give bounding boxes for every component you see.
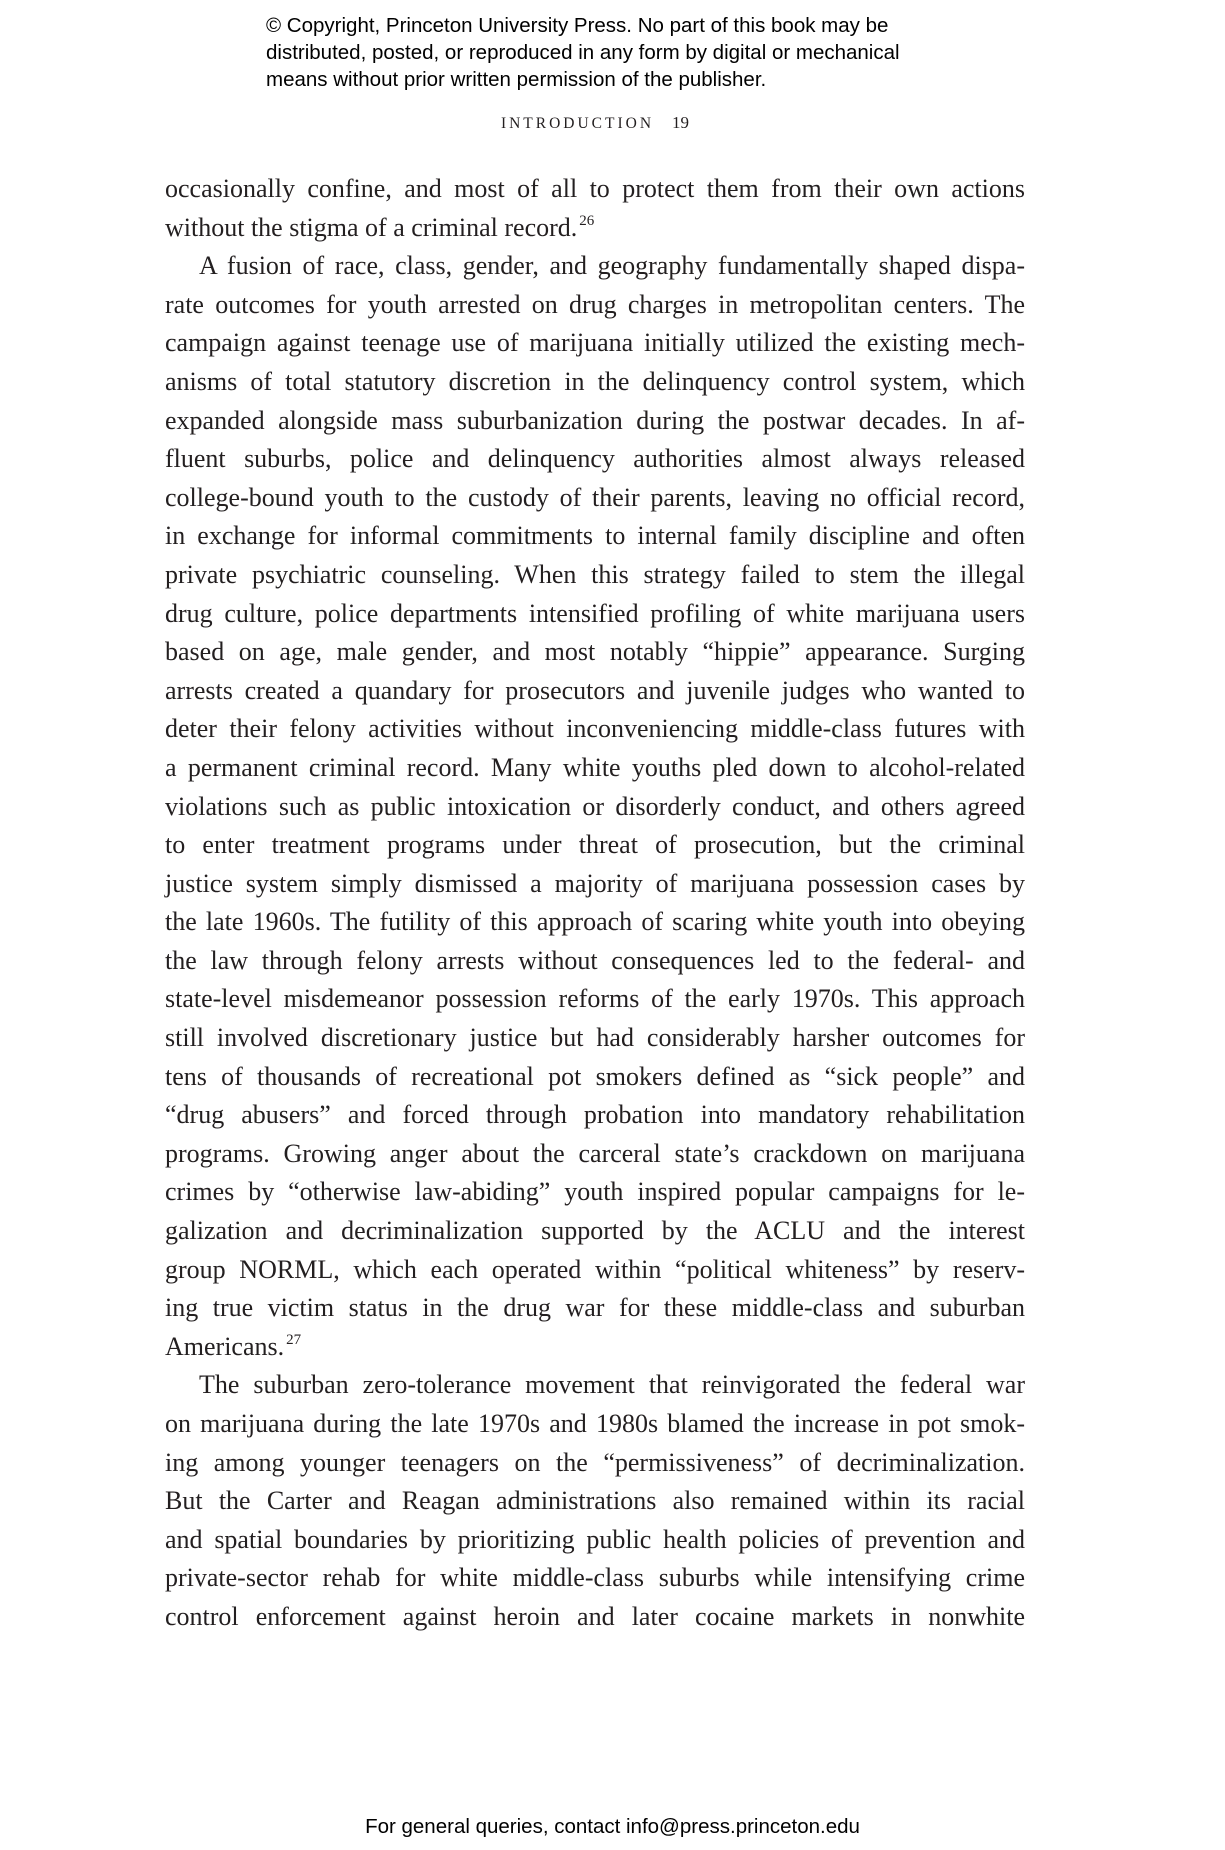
- copyright-line: © Copyright, Princeton University Press. No part of this book may be: [266, 14, 889, 37]
- text-line: But the Carter and Reagan administrations also remained within its racial: [165, 1486, 1025, 1516]
- text-line: arrests created a quandary for prosecutors and juvenile judges who wanted to: [165, 675, 1025, 705]
- text-line: in exchange for informal commitments to internal family discipline and often: [165, 521, 1025, 551]
- page-number: 19: [672, 113, 690, 132]
- text-line: [165, 1328, 1025, 1367]
- text-line: a permanent criminal record. Many white youths pled down to alcohol-related: [165, 752, 1025, 782]
- text-line: tens of thousands of recreational pot smokers defined as “sick people” and: [165, 1061, 1025, 1091]
- text-line: group NORML, which each operated within “political whiteness” by reserv-: [165, 1254, 1025, 1284]
- text-line: ing true victim status in the drug war for these middle-class and suburban: [165, 1293, 1025, 1323]
- text-line: deter their felony activities without inconveniencing middle-class futures with: [165, 714, 1025, 744]
- text-line: campaign against teenage use of marijuana initially utilized the existing mech-: [165, 328, 1025, 358]
- text-line: violations such as public intoxication or disorderly conduct, and others agreed: [165, 791, 1025, 821]
- copyright-line: means without prior written permission of the publisher.: [266, 68, 767, 91]
- text-line: crimes by “otherwise law-abiding” youth inspired popular campaigns for le-: [165, 1177, 1025, 1207]
- copyright-notice: [266, 12, 1026, 93]
- text-line: control enforcement against heroin and later cocaine markets in nonwhite: [165, 1601, 1025, 1631]
- text-line: justice system simply dismissed a majority of marijuana possession cases by: [165, 868, 1025, 898]
- section-title: INTRODUCTION: [500, 115, 655, 132]
- paragraph-1: [165, 170, 1025, 247]
- text-line: rate outcomes for youth arrested on drug charges in metropolitan centers. The: [165, 289, 1025, 319]
- text-line: based on age, male gender, and most notably “hippie” appearance. Surging: [165, 637, 1025, 667]
- text-line: ing among younger teenagers on the “permissiveness” of decriminalization.: [165, 1447, 1025, 1477]
- text-line: fluent suburbs, police and delinquency authorities almost always released: [165, 444, 1025, 474]
- text-line: the law through felony arrests without consequences led to the federal- and: [165, 945, 1025, 975]
- text-line: private-sector rehab for white middle-class suburbs while intensifying crime: [165, 1563, 1025, 1593]
- text-line: drug culture, police departments intensified profiling of white marijuana users: [165, 598, 1025, 628]
- footnote-ref[interactable]: 26: [579, 212, 595, 229]
- text-line: A fusion of race, class, gender, and geography fundamentally shaped dispa-: [199, 251, 1025, 281]
- paragraph-3: [165, 1366, 1025, 1636]
- body-text: [165, 170, 1025, 1637]
- running-head: [0, 113, 1190, 133]
- text-line: to enter treatment programs under threat of prosecution, but the criminal: [165, 830, 1025, 860]
- text-line-content: Americans.: [165, 1331, 285, 1361]
- text-line: and spatial boundaries by prioritizing public health policies of prevention and: [165, 1524, 1025, 1554]
- text-line: on marijuana during the late 1970s and 1980s blamed the increase in pot smok-: [165, 1409, 1025, 1438]
- text-line: the late 1960s. The futility of this approach of scaring white youth into obeying: [165, 907, 1025, 937]
- text-line-content: without the stigma of a criminal record.: [165, 212, 578, 242]
- copyright-line: distributed, posted, or reproduced in any form by digital or mechanical: [266, 41, 900, 64]
- text-line: The suburban zero-tolerance movement that reinvigorated the federal war: [199, 1370, 1025, 1400]
- text-line: college-bound youth to the custody of their parents, leaving no official record,: [165, 482, 1025, 512]
- paragraph-2: [165, 247, 1025, 1366]
- text-line: still involved discretionary justice but had considerably harsher outcomes for: [165, 1023, 1025, 1053]
- text-line: programs. Growing anger about the carceral state’s crackdown on marijuana: [165, 1138, 1025, 1168]
- text-line: galization and decriminalization supported by the ACLU and the interest: [165, 1216, 1025, 1246]
- text-line: [165, 209, 1025, 248]
- text-line: private psychiatric counseling. When this strategy failed to stem the illegal: [165, 559, 1025, 589]
- text-line: occasionally confine, and most of all to protect them from their own actions: [165, 174, 1025, 203]
- text-line: state-level misdemeanor possession reforms of the early 1970s. This approach: [165, 984, 1025, 1014]
- footer-contact: For general queries, contact info@press.princeton.edu: [365, 1815, 860, 1838]
- text-line: expanded alongside mass suburbanization during the postwar decades. In af-: [165, 405, 1025, 435]
- footnote-ref[interactable]: 27: [286, 1331, 302, 1348]
- text-line: “drug abusers” and forced through probation into mandatory rehabilitation: [165, 1100, 1025, 1130]
- text-line: anisms of total statutory discretion in the delinquency control system, which: [165, 366, 1025, 396]
